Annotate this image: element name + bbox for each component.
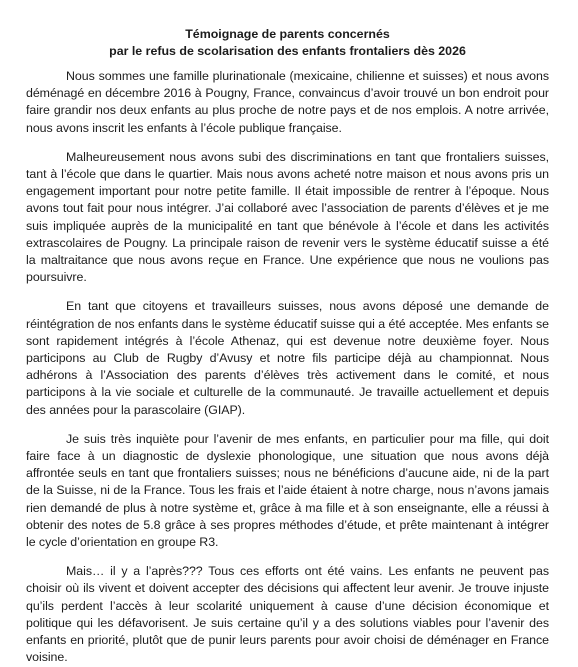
paragraph-arrival: Nous sommes une famille plurinationale (mexicaine, chilienne et suisses) et nous avons déménagé en décembre 2016 à Pougny, France, convaincus d’avoir trouvé un bon endroit pour faire grandir nos deux enfants au plus proche de notre pays et de nos emplois. A notre arrivée, nous avons inscrit les enfants à l’école publique française. — [26, 69, 549, 135]
title-line-2: par le refus de scolarisation des enfants frontaliers dès 2026 — [109, 44, 466, 58]
paragraph-discrimination: Malheureusement nous avons subi des discriminations en tant que frontaliers suisses, tant à l’école que dans le quartier. Mais nous avons acheté notre maison et nous avons pris un engagement important pour notre petite famille. Il était impossible de rentrer à l’époque. Nous avons tout fait pour nous intégrer. J’ai collaboré avec l’association de parents d’élèves et je me suis impliquée auprès de la municipalité en tant que bénévole à l’école et dans les activités extrascolaires de Pougny. La principale raison de revenir vers le système éducatif suisse a été la maltraitance que nous avons reçue en France. Une expérience que nous ne voulions pas poursuivre. — [26, 149, 549, 285]
paragraph-conclusion: Mais… il y a l’après??? Tous ces efforts ont été vains. Les enfants ne peuvent pas choisir où ils vivent et doivent accepter des décisions qui affectent leur avenir. Je trouve injuste qu’ils perdent l’accès à leur scolarité uniquement à cause d’une décision économique et politique qui les défavorisent. Je suis certaine qu’il y a des solutions viables pour l’avenir des enfants en priorité, plutôt que de punir leurs parents pour avoir choisi de déménager en France voisine. — [26, 564, 549, 665]
paragraph-concern: Je suis très inquiète pour l’avenir de mes enfants, en particulier pour ma fille, qui doit faire face à un diagnostic de dyslexie phonologique, une situation que nous avons déjà affrontée seuls en tant que frontaliers suisses; nous ne bénéficions d’aucune aide, ni de la part de la Suisse, ni de la France. Tous les frais et l’aide étaient à notre charge, nous n’avons jamais rien demandé de plus à notre système et, grâce à ma fille et à son enseignante, elle a réussi à obtenir des notes de 5.8 grâce à ses propres méthodes d’étude, et prête maintenant à intégrer le cycle d’orientation en groupe R3. — [26, 431, 549, 550]
document-title — [26, 26, 549, 60]
paragraph-reintegration: En tant que citoyens et travailleurs suisses, nous avons déposé une demande de réintégration de nos enfants dans le système éducatif suisse qui a été acceptée. Mes enfants se sont rapidement intégrés à l’école Athenaz, qui est devenue notre deuxième foyer. Nous participons au Club de Rugby d’Avusy et notre fils participe déjà au championnat. Nous adhérons à l’Association des parents d’élèves très activement dans le comité, et nous participons à la vie sociale et culturelle de la communauté. Je travaille actuellement et depuis des années pour la parascolaire (GIAP). — [26, 299, 549, 417]
title-line-1: Témoignage de parents concernés — [185, 27, 390, 41]
